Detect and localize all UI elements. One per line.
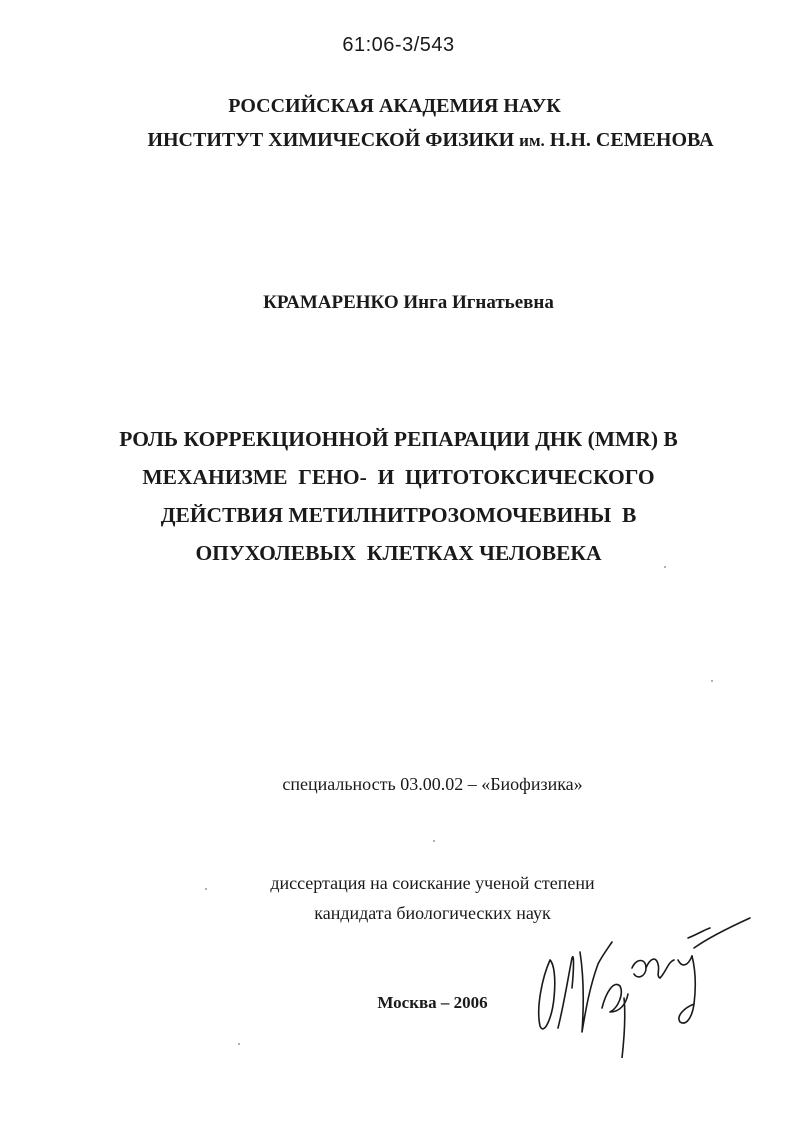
archive-code: 61:06-3/543 xyxy=(342,34,455,56)
handwritten-signature xyxy=(528,908,768,1058)
dissertation-title xyxy=(0,420,797,572)
organization-institute xyxy=(32,129,797,152)
title-line: ДЕЙСТВИЯ МЕТИЛНИТРОЗОМОЧЕВИНЫ В xyxy=(160,503,637,527)
organization-academy: РОССИЙСКАЯ АКАДЕМИЯ НАУК xyxy=(228,95,561,117)
author-name: КРАМАРЕНКО Инга Игнатьевна xyxy=(263,292,554,313)
scan-speck xyxy=(238,1043,240,1045)
specialty-line: специальность 03.00.02 – «Биофизика» xyxy=(282,774,583,794)
scan-speck xyxy=(664,566,666,568)
institute-name: ИНСТИТУТ ХИМИЧЕСКОЙ ФИЗИКИ xyxy=(147,129,520,151)
title-line: РОЛЬ КОРРЕКЦИОННОЙ РЕПАРАЦИИ ДНК (MMR) В xyxy=(119,427,678,451)
title-line: ОПУХОЛЕВЫХ КЛЕТКАХ ЧЕЛОВЕКА xyxy=(195,541,602,565)
dissertation-degree-line1: диссертация на соискание ученой степени xyxy=(270,873,595,893)
scan-speck xyxy=(711,680,713,682)
institute-person: Н.Н. СЕМЕНОВА xyxy=(544,129,714,151)
institute-im: им. xyxy=(519,131,545,150)
scan-speck xyxy=(205,888,207,890)
title-line: МЕХАНИЗМЕ ГЕНО- И ЦИТОТОКСИЧЕСКОГО xyxy=(142,465,655,489)
dissertation-degree-line2: кандидата биологических наук xyxy=(314,903,551,923)
city-year: Москва – 2006 xyxy=(377,993,488,1012)
scan-speck xyxy=(433,840,435,842)
